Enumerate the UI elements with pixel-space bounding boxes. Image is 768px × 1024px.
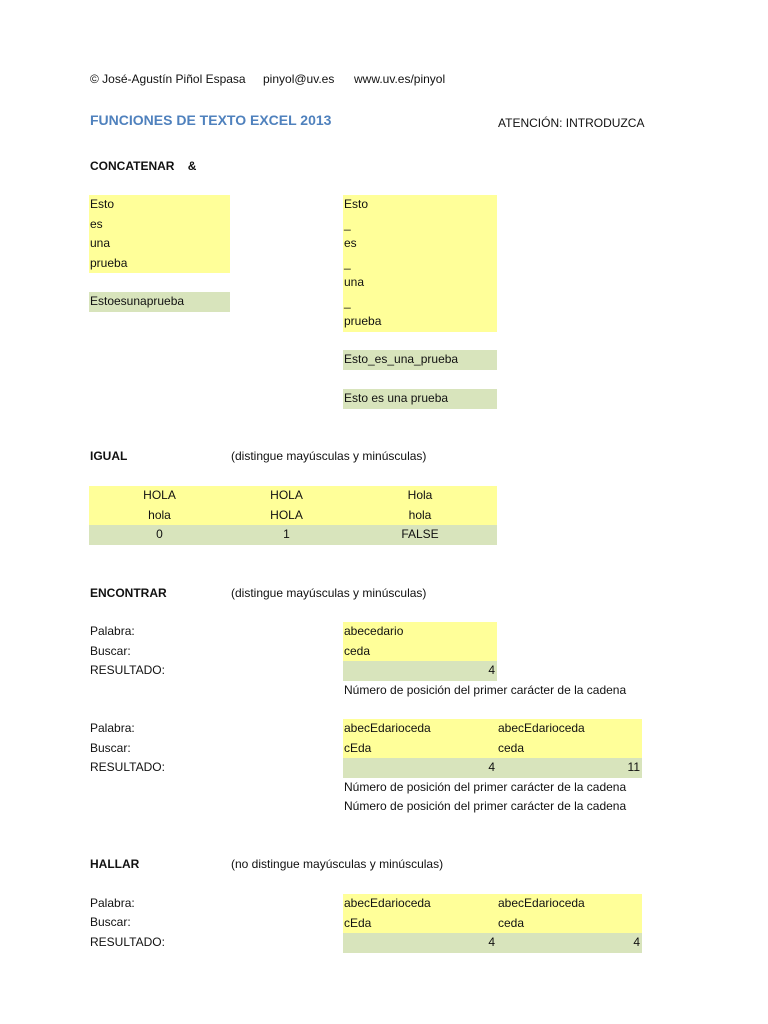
- igual-note: (distingue mayúsculas y minúsculas): [231, 449, 427, 463]
- palabra-input[interactable]: abecEdarioceda: [343, 894, 497, 914]
- igual-heading: IGUAL: [90, 449, 128, 463]
- concatenar-heading: CONCATENAR &: [90, 159, 197, 173]
- input-cell[interactable]: HOLA: [230, 506, 343, 526]
- resultado-cell[interactable]: 4: [497, 933, 642, 953]
- input-cell[interactable]: _: [343, 254, 497, 274]
- concat-left-result[interactable]: Estoesunaprueba: [89, 292, 230, 312]
- palabra-input[interactable]: abecEdarioceda: [497, 894, 642, 914]
- result-cell[interactable]: 1: [230, 525, 343, 545]
- input-cell[interactable]: una: [89, 234, 230, 254]
- resultado-label: RESULTADO:: [90, 663, 165, 677]
- input-cell[interactable]: es: [343, 234, 497, 254]
- concat-spaces-result[interactable]: Esto es una prueba: [343, 389, 497, 409]
- resultado-cell[interactable]: 4: [343, 758, 497, 778]
- resultado-cell[interactable]: 4: [343, 661, 497, 681]
- position-description: Número de posición del primer carácter de la cadena: [344, 799, 627, 813]
- buscar-input[interactable]: cEda: [343, 739, 497, 759]
- encontrar-note: (distingue mayúsculas y minúsculas): [231, 586, 427, 600]
- buscar-input[interactable]: cEda: [343, 914, 497, 934]
- email-text: pinyol@uv.es: [263, 72, 335, 86]
- page-title: FUNCIONES DE TEXTO EXCEL 2013: [90, 112, 332, 128]
- resultado-label: RESULTADO:: [90, 760, 165, 774]
- buscar-input[interactable]: ceda: [343, 642, 497, 662]
- palabra-input[interactable]: abecEdarioceda: [343, 719, 497, 739]
- resultado-cell[interactable]: 4: [343, 933, 497, 953]
- input-cell[interactable]: _: [343, 293, 497, 313]
- hallar-heading: HALLAR: [90, 857, 140, 871]
- result-cell[interactable]: FALSE: [343, 525, 497, 545]
- palabra-input[interactable]: abecedario: [343, 622, 497, 642]
- input-cell[interactable]: _: [343, 215, 497, 235]
- input-cell[interactable]: Esto: [89, 195, 230, 215]
- input-cell[interactable]: prueba: [89, 254, 230, 274]
- buscar-input[interactable]: ceda: [497, 739, 642, 759]
- input-cell[interactable]: es: [89, 215, 230, 235]
- concat-underscore-result[interactable]: Esto_es_una_prueba: [343, 350, 497, 370]
- palabra-label: Palabra:: [90, 896, 135, 910]
- buscar-label: Buscar:: [90, 644, 131, 658]
- input-cell[interactable]: HOLA: [89, 486, 230, 506]
- result-cell[interactable]: 0: [89, 525, 230, 545]
- palabra-label: Palabra:: [90, 624, 135, 638]
- resultado-label: RESULTADO:: [90, 935, 165, 949]
- palabra-input[interactable]: abecEdarioceda: [497, 719, 642, 739]
- buscar-input[interactable]: ceda: [497, 914, 642, 934]
- input-cell[interactable]: Hola: [343, 486, 497, 506]
- position-description: Número de posición del primer carácter de la cadena: [344, 683, 627, 697]
- input-cell[interactable]: hola: [89, 506, 230, 526]
- hallar-note: (no distingue mayúsculas y minúsculas): [231, 857, 444, 871]
- position-description: Número de posición del primer carácter de la cadena: [344, 780, 627, 794]
- buscar-label: Buscar:: [90, 915, 131, 929]
- palabra-label: Palabra:: [90, 721, 135, 735]
- copyright-text: © José-Agustín Piñol Espasa: [90, 72, 246, 86]
- input-cell[interactable]: hola: [343, 506, 497, 526]
- input-cell[interactable]: una: [343, 273, 497, 293]
- buscar-label: Buscar:: [90, 741, 131, 755]
- encontrar-heading: ENCONTRAR: [90, 586, 167, 600]
- input-cell[interactable]: HOLA: [230, 486, 343, 506]
- attention-text: ATENCIÓN: INTRODUZCA: [498, 116, 645, 130]
- website-text: www.uv.es/pinyol: [354, 72, 446, 86]
- input-cell[interactable]: prueba: [343, 312, 497, 332]
- resultado-cell[interactable]: 11: [497, 758, 642, 778]
- input-cell[interactable]: Esto: [343, 195, 497, 215]
